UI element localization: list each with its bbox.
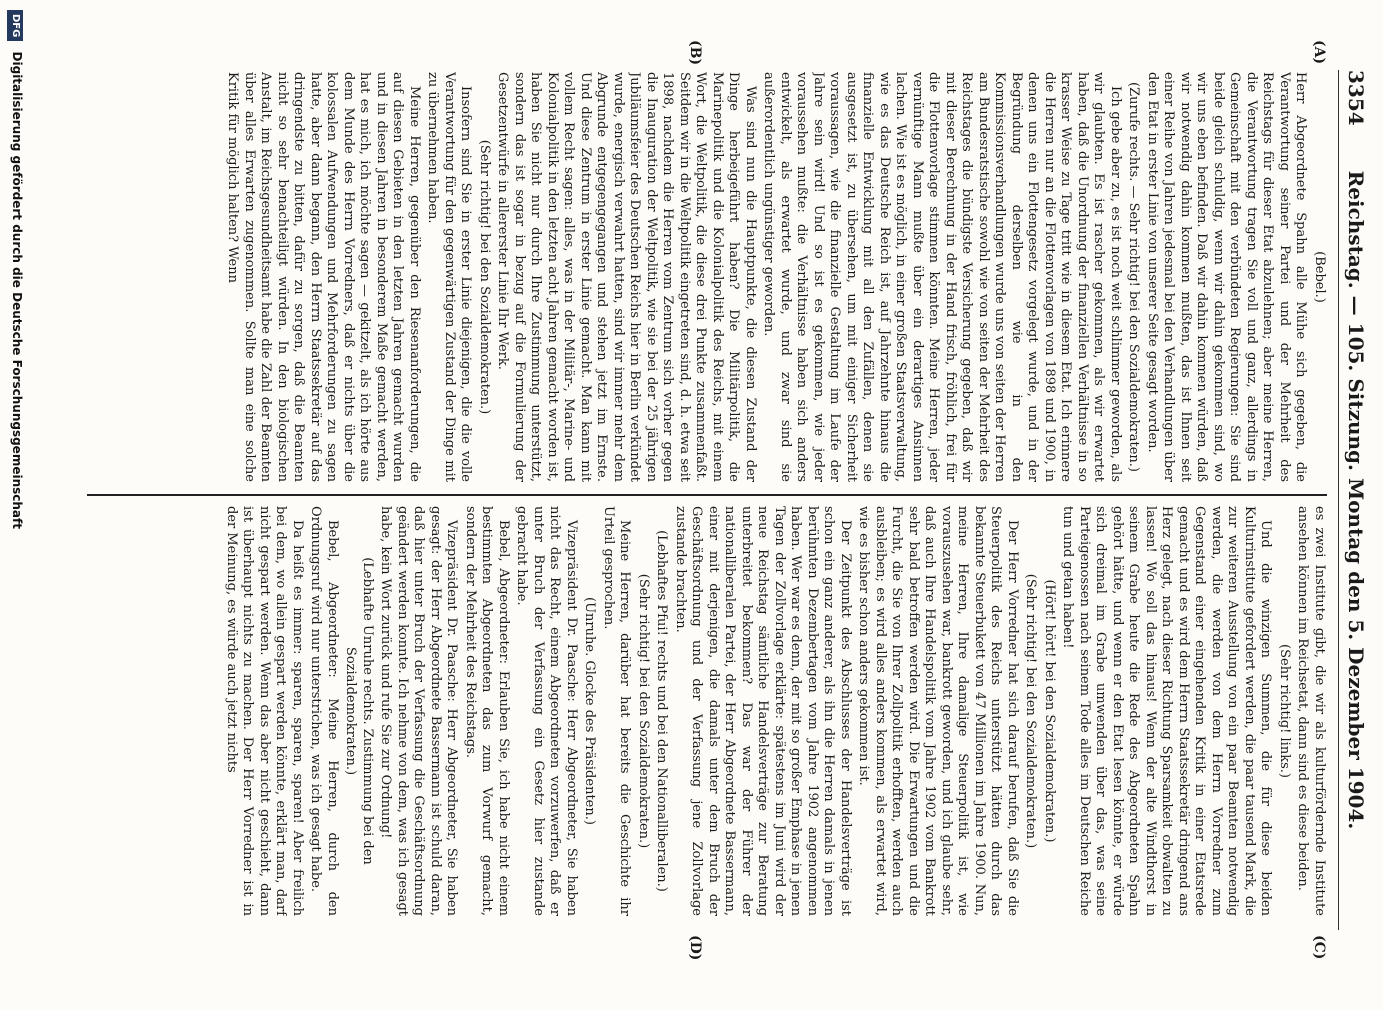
paragraph: Der Herr Vorredner hat sich darauf berufen, daß Sie die Steuerpolitik des Reichs unterstützt hätten durch das bekannte Steuerbukett von 47 Millionen im Jahre 1900. Nun, meine Herren, Ihre damalige Steuerpolitik ist, wie vorauszusehen war, bankrott geworden, und ich glaube sehr, daß auch Ihre Handelspolitik vom Jahre 1902 vom Bankrott sehr bald betroffen werden wird. Die Erwartungen und die Furcht, die Sie von Ihrer Zollpolitik erhofften, werden auch ausbleiben; es wird alles anders kommen, als erwartet wird, wie es bisher schon anders gekommen ist. (856, 506, 1020, 916)
interjection: (Sehr richtig! bei den Sozialdemokraten.) (477, 139, 492, 415)
paragraph: Vizepräsident Dr. Paasche: Herr Abgeordneter, Sie haben gesagt: der Herr Abgeordnete Bassermann ist schuld daran, daß hier unter Bruch der Verfassung die Geschäftsordnung geändert werden konnte. Ich nehme von dem, was ich gesagt habe, kein Wort zurück und rufe Sie zur Ordnung! (378, 506, 460, 916)
paragraph: Meine Herren, gegenüber den Riesenanforderungen, die auf diesen Gebieten in den letzten Jahren gemacht wurden und in diesen Jahren in besonderem Maße gemacht werden, hat es mich, ich möchte sagen — gekitzelt, als ich hörte aus dem Munde des Herrn Vorredners, daß er nichts über die kolossalen Aufwendungen und Mehrforderungen zu sagen hatte, aber dann begann, den Herrn Staatssekretär auf das dringendste zu bitten, dafür zu sorgen, daß die Beamten nicht so sehr benachteiligt würden. In den biologischen Anstalt, im Reichsgesundheitsamt habe die Zahl der Beamten über alles Erwarten zugenommen. Sollte man eine solche Kritik für möglich halten? Wenn (225, 72, 422, 482)
paragraph: Ich gebe aber zu, es ist noch weit schlimmer geworden, als wir glaubten. Es ist rascher gekommen, als wir erwartet haben, daß die Unordnung der finanziellen Verhältnisse in so krasser Weise zu Tage tritt wie in diesem Etat. Ich erinnere die Herren nur an die Flottenvorlagen von 1898 und 1900, in denen uns ein Flottengesetz vorgelegt wurde, und in der Begründung derselben wie in den Kommissionsverhandlungen wurde uns von seiten der Herren am Bundesratstische sowohl wie von seiten der Mehrheit des Reichstages die bündigste Versicherung gegeben, daß wir mit dieser Berechnung in der Hand frisch, fröhlich, frei für die Flottenvorlage stimmen könnten. Meine Herren, jeder vernünftige Mann mußte über ein derartiges Ansinnen lachen. Wie ist es möglich, in einer großen Staatsverwaltung, wie es das Deutsche Reich ist, auf Jahrzehnte hinaus die finanzielle Entwicklung mit all den Zufällen, denen sie ausgesetzt ist, zu übersehen, um mit einiger Sicherheit voraussagen, wie die finanzielle Gestaltung im Laufe der Jahre sein wird! Und so ist es gekommen, wie jeder voraussehen mußte: die Verhältnisse haben sich anders entwickelt, als erwartet wurde, und zwar sind sie außerordentlich ungünstiger geworden. (761, 72, 1123, 482)
paragraph: Vizepräsident Dr. Paasche: Herr Abgeordneter, Sie haben nicht das Recht, einem Abgeordneten vorzuwerfen, daß er unter Bruch der Verfassung ein Gesetz hier zustande gebracht habe. (514, 506, 579, 916)
left-column (87, 72, 1327, 482)
paragraph: Da heißt es immer: sparen, sparen, sparen! Aber freilich bei dem, wo allein gespart werden könnte, erklärt man, darf nicht gespart werden. Wenn das aber nicht geschieht, dann ist überhaupt nichts zu machen. Der Herr Vorredner ist in der Meinung, es würde auch jetzt nichts (224, 506, 305, 916)
interjection: (Lebhafte Unruhe rechts. Zustimmung bei den Sozialdemokraten.) (343, 557, 375, 865)
paragraph: Insofern sind Sie in erster Linie diejenigen, die die volle Verantwortung für den gegenwärtigen Zustand der Dinge mit zu übernehmen haben. (425, 72, 474, 482)
speaker-tag: (Bebel.) (1312, 251, 1327, 303)
paragraph: es zwei Institute gibt, die wir als kulturfördernde Institute ansehen können im Reichsetat, dann sind es diese beiden. (1295, 506, 1327, 916)
credit-text: Digitalisierung gefördert durch die Deutsche Forschungsgemeinschaft (10, 51, 24, 529)
interjection: (Sehr richtig! links.) (1277, 644, 1292, 778)
page-header (1343, 70, 1369, 930)
paragraph: Bebel, Abgeordneter: Erlauben Sie, ich habe nicht einem bestimmten Abgeordneten das zum Vorwurf gemacht, sondern der Mehrheit des Reichstags. (463, 506, 511, 916)
margin-mark-a: (A) (1311, 40, 1327, 65)
page-number: 3354 (1344, 70, 1368, 126)
interjection: (Sehr richtig! bei den Sozialdemokraten.) (636, 573, 651, 849)
paragraph: Und die winzigen Summen, die für diese beiden Kulturinstitute gefordert werden, die paar tausend Mark, die zur weiteren Ausstellung von ein paar Beamten notwendig werden, die werden von dem Herrn Vorredner zum Gegenstand einer eingehenden Kritik in einer Etatsrede gemacht und es wird dem Herrn Staatssekretär dringend ans Herz gelegt, nach dieser Richtung Sparsamkeit obwalten zu lassen! Wo soll das hinaus! Wenn der alte Windthorst in seinem Grabe heute die Rede des Abgeordneten Spahn gehört hätte, und wenn er den Etat lesen könnte, er würde sich dreimal im Grabe umwenden über das, was seine Parteigenossen nach seinem Tode alles im Deutschen Reiche tun und getan haben! (1060, 506, 1274, 916)
interjection: (Lebhaftes Pfui! rechts und bei den Nationalliberalen.) (654, 530, 670, 892)
paragraph: Herr Abgeordnete Spahn alle Mühe sich gegeben, die Verantwortung seiner Partei und der Mehrheit des Reichstags für dieser Etat abzulehnen; aber meine Herren, die Verantwortung tragen Sie voll und ganz, allerdings in Gemeinschaft mit den verbündeten Regierungen: Sie sind beide gleich schuldig, wenn wir dahin gekommen sind, wo wir uns eben befinden. Daß wir dahin kommen würden, daß wir notwendig dahin kommen mußten, das ist Ihnen seit einer Reihe von Jahren jedesmal bei den Verhandlungen über den Etat in erster Linie von unserer Seite gesagt worden. (1145, 72, 1309, 482)
right-column (87, 506, 1327, 916)
margin-mark-c: (C) (1311, 935, 1327, 960)
interjection: (Sehr richtig! bei den Sozialdemokraten.) (1023, 573, 1039, 849)
interjection: (Unruhe. Glocke des Präsidenten.) (582, 597, 598, 825)
digitization-credit (6, 0, 28, 1010)
paragraph: Bebel, Abgeordneter: Meine Herren, durch den Ordnungsruf wird nur unterstrichen, was ich gesagt habe. (308, 506, 340, 916)
page-title: Reichstag. — 105. Sitzung. Montag den 5. Dezember 1904. (1344, 170, 1368, 830)
dfg-logo: DFG (7, 10, 23, 41)
paragraph: Meine Herren, darüber hat bereits die Geschichte ihr Urteil gesprochen. (601, 506, 633, 916)
paragraph: Was sind nun die Hauptpunkte, die diesen Zustand der Dinge herbeigeführt haben? Die Militärpolitik, die Marinepolitik und die Kolonialpolitik des Reichs, mit einem Wort, die Weltpolitik, die diese drei Punkte zusammenfaßt. Seitdem wir in die Weltpolitik eingetreten sind, d. h. etwa seit 1898, nachdem die Herren vom Zentrum sich vorher gegen die Inauguration der Weltpolitik, wie sie bei der 25 jährigen Jubiläumsfeier des Deutschen Reichs hier in Berlin verkündet wurde, energisch verwahrt hatten, sind wir immer mehr dem Abgrunde entgegengegangen und stehen jetzt im Ernste. Und diese Zentrum in erster Linie gemacht. Man kann mit vollem Recht sagen: alles, was in der Militär-, Marine- und Kolonialpolitik in den letzten acht Jahren gemacht worden ist, haben Sie nicht nur durch Ihre Zustimmung unterstützt, sondern das ist sogar in bezug auf die Formulierung der Gesetzentwürfe in allererster Linie Ihr Werk. (495, 72, 758, 482)
column-divider (87, 494, 1327, 496)
interjection: (Hört! hört! bei den Sozialdemokraten.) (1042, 579, 1057, 843)
paragraph: Der Zeitpunkt des Abschlusses der Handelsverträge ist schon ein ganz anderer, als ihn die Herren damals in jenen berühmten Dezembertagen vom Jahre 1902 angenommen haben. Wer war es denn, der mit so großer Emphase in jenen Tagen der Zollvorlage erklärte: spätestens im Juni wird der neue Reichstag sämtliche Handelsverträge zur Beratung unterbreitet bekommen? Das war der Führer der nationalliberalen Partei, der Herr Abgeordnete Bassermann, einer mit derjenigen, die damals unter dem Bruch der Geschäftsordnung und der Verfassung jene Zollvorlage zustande brachten. (673, 506, 853, 916)
header-rule (1338, 70, 1339, 930)
margin-mark-b: (B) (687, 40, 703, 66)
margin-mark-d: (D) (687, 935, 703, 961)
interjection: (Zurufe rechts. — Sehr richtig! bei den Sozialdemokraten.) (1126, 82, 1142, 472)
